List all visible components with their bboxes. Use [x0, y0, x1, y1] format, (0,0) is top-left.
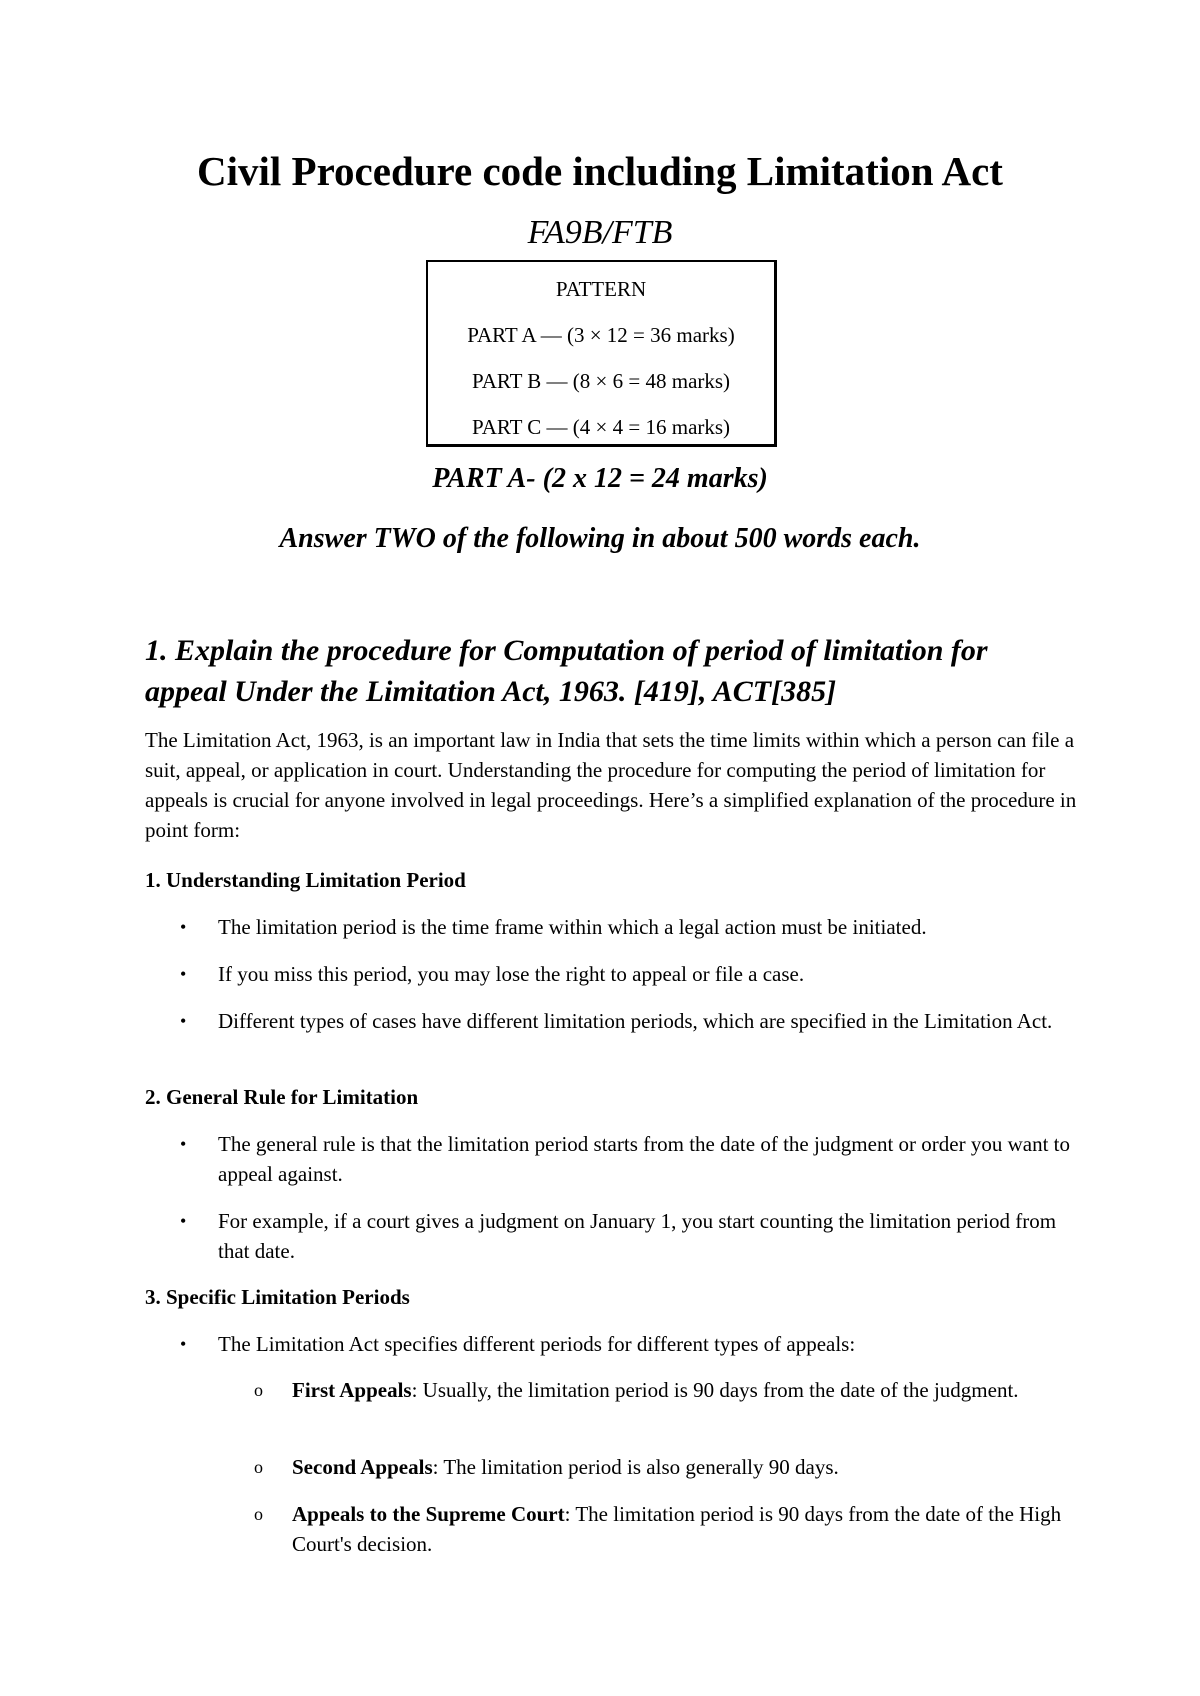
- bullet-text: If you miss this period, you may lose the right to appeal or file a case.: [218, 962, 805, 986]
- sub-bullet-detail: : The limitation period is 90 days from the date of the High Court's decision.: [292, 1502, 1062, 1556]
- pattern-heading: PATTERN: [555, 277, 647, 301]
- sub-bullet-text: [292, 1375, 1072, 1405]
- bullet-icon: •: [180, 1211, 187, 1231]
- bullet-icon: •: [180, 917, 187, 937]
- bullet-text: The limitation period is the time frame within which a legal action must be initiated.: [218, 915, 927, 939]
- sub-bullet-text: [292, 1499, 1072, 1559]
- pattern-part-b: PART B — (8 × 6 = 48 marks): [471, 369, 731, 393]
- document-title: Civil Procedure code including Limitation Act: [197, 148, 1003, 194]
- pattern-part-a: PART A — (3 × 12 = 36 marks): [467, 323, 735, 347]
- section-heading-2: 2. General Rule for Limitation: [145, 1085, 419, 1109]
- circle-bullet-icon: o: [254, 1457, 263, 1477]
- circle-bullet-icon: o: [254, 1380, 263, 1400]
- bullet-text: Different types of cases have different limitation periods, which are specified in the Limitation Act.: [218, 1009, 1053, 1033]
- bullet-text: The Limitation Act specifies different periods for different types of appeals:: [218, 1332, 856, 1356]
- circle-bullet-icon: o: [254, 1504, 263, 1524]
- bullet-icon: •: [180, 964, 187, 984]
- bullet-icon: •: [180, 1011, 187, 1031]
- sub-bullet-detail: : Usually, the limitation period is 90 days from the date of the judgment.: [411, 1378, 1019, 1402]
- bullet-text: For example, if a court gives a judgment on January 1, you start counting the limitation period from that date.: [218, 1209, 1057, 1263]
- bullet-icon: •: [180, 1134, 187, 1154]
- question-intro: The Limitation Act, 1963, is an important law in India that sets the time limits within which a person can file a suit, appeal, or application in court. Understanding the procedure for computing the period of limitation for appeals is crucial for anyone involved in legal proceedings. Here’s a simplified explanation of the procedure in point form:: [145, 728, 1077, 842]
- part-a-heading: PART A- (2 x 12 = 24 marks): [432, 463, 768, 494]
- sub-bullet-term: Second Appeals: [292, 1455, 433, 1479]
- section-heading-1: 1. Understanding Limitation Period: [145, 868, 466, 892]
- course-code: FA9B/FTB: [527, 214, 673, 251]
- sub-bullet-detail: : The limitation period is also generally 90 days.: [432, 1455, 839, 1479]
- section-heading-3: 3. Specific Limitation Periods: [145, 1285, 410, 1309]
- sub-bullet-term: Appeals to the Supreme Court: [292, 1502, 565, 1526]
- bullet-icon: •: [180, 1334, 187, 1354]
- sub-bullet-text: [292, 1452, 1072, 1482]
- part-a-instruction: Answer TWO of the following in about 500 words each.: [279, 523, 921, 554]
- pattern-box: [426, 260, 777, 447]
- pattern-part-c: PART C — (4 × 4 = 16 marks): [471, 415, 731, 439]
- question-heading: 1. Explain the procedure for Computation of period of limitation for appeal Under the Limitation Act, 1963. [419], ACT[385]: [145, 634, 988, 708]
- sub-bullet-term: First Appeals: [292, 1378, 412, 1402]
- bullet-text: The general rule is that the limitation period starts from the date of the judgment or order you want to appeal against.: [218, 1132, 1071, 1186]
